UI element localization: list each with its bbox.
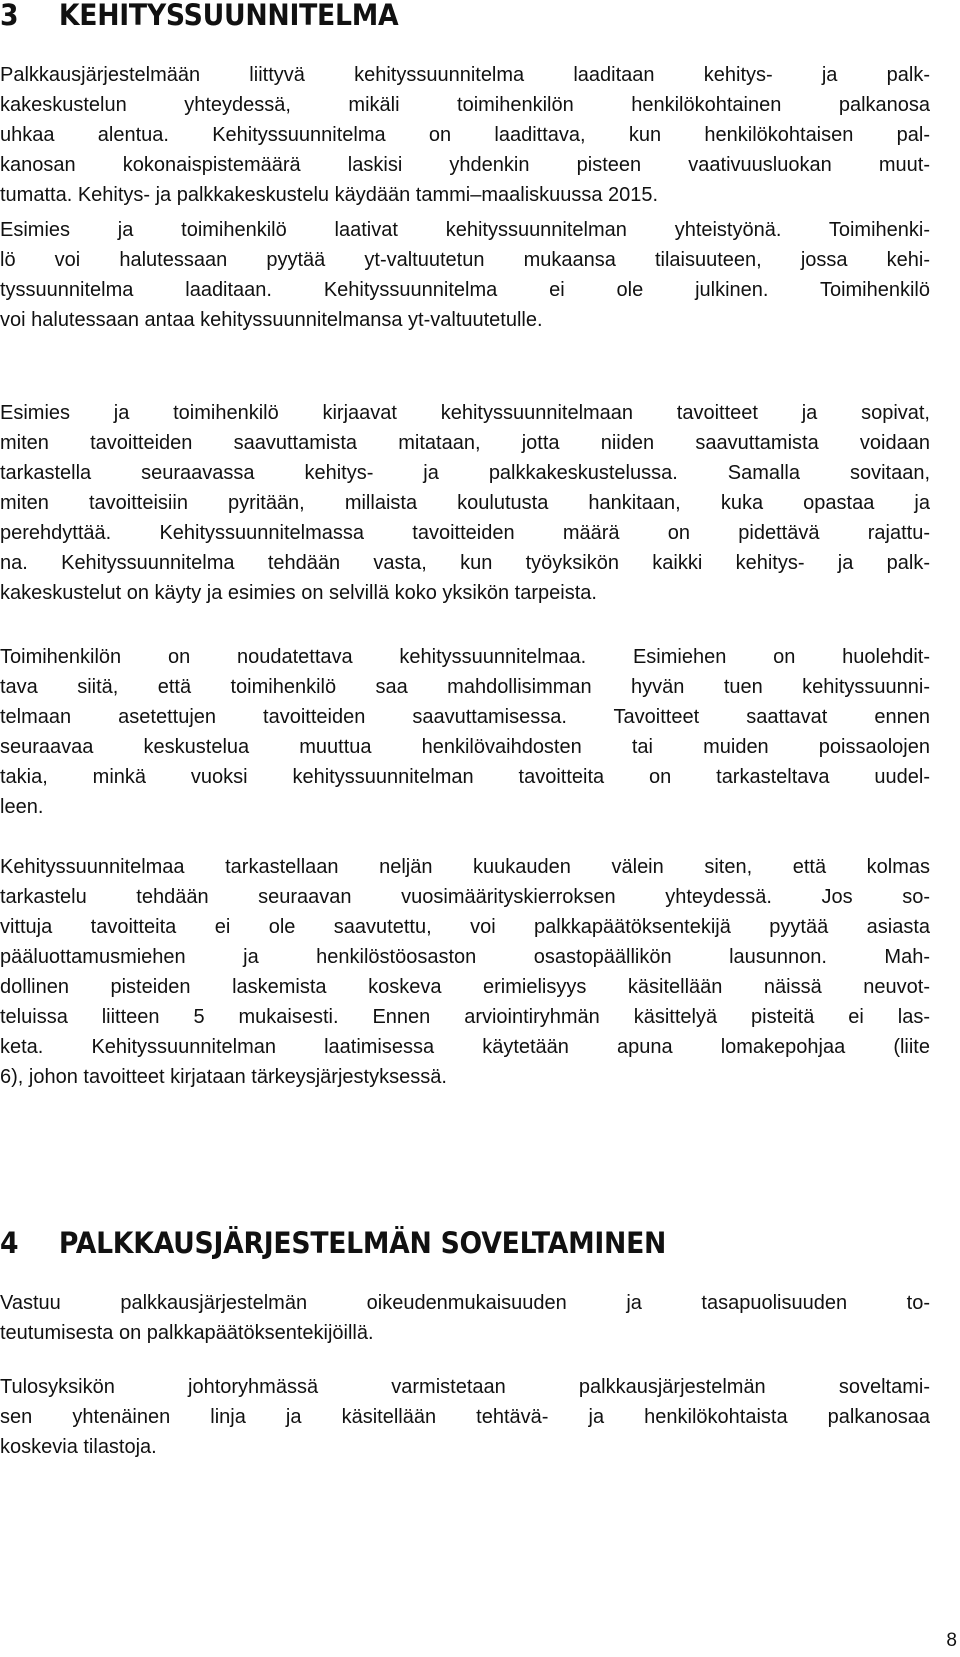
section-4-number: 4 (0, 1226, 19, 1260)
text-line: Tulosyksikön johtoryhmässä varmistetaan palkkausjärjestelmän soveltami- (0, 1376, 930, 1398)
text-line: teutumisesta on palkkapäätöksentekijöillä. (0, 1322, 374, 1344)
text-line: dollinen pisteiden laskemista koskeva erimielisyys käsitellään näissä neuvot- (0, 976, 930, 998)
text-line: vittuja tavoitteita ei ole saavutettu, voi palkkapäätöksentekijä pyytää asiasta (0, 916, 930, 938)
section-3-heading (0, 0, 398, 32)
text-line: seuraavaa keskustelua muuttua henkilövaihdosten tai muiden poissaolojen (0, 736, 930, 758)
text-line: tarkastelu tehdään seuraavan vuosimäärityskierroksen yhteydessä. Jos so- (0, 886, 930, 908)
text-line: voi halutessaan antaa kehityssuunnitelmansa yt-valtuutetulle. (0, 309, 543, 331)
text-line: Esimies ja toimihenkilö laativat kehityssuunnitelman yhteistyönä. Toimihenki- (0, 219, 930, 241)
text-line: miten tavoitteiden saavuttamista mitataan, jotta niiden saavuttamista voidaan (0, 432, 930, 454)
text-line: perehdyttää. Kehityssuunnitelmassa tavoitteiden määrä on pidettävä rajattu- (0, 522, 930, 544)
section-3-paragraph-4 (0, 642, 930, 822)
text-line: Vastuu palkkausjärjestelmän oikeudenmukaisuuden ja tasapuolisuuden to- (0, 1292, 930, 1314)
text-line: leen. (0, 796, 44, 818)
text-line: kakeskustelut on käyty ja esimies on selvillä koko yksikön tarpeista. (0, 582, 597, 604)
text-line: sen yhtenäinen linja ja käsitellään tehtävä- ja henkilökohtaista palkanosaa (0, 1406, 930, 1428)
text-line: 6), johon tavoitteet kirjataan tärkeysjärjestyksessä. (0, 1066, 447, 1088)
text-line: Esimies ja toimihenkilö kirjaavat kehityssuunnitelmaan tavoitteet ja sopivat, (0, 402, 930, 424)
section-4-heading (0, 1226, 666, 1260)
text-line: keta. Kehityssuunnitelman laatimisessa käytetään apuna lomakepohjaa (liite (0, 1036, 930, 1058)
page-number: 8 (946, 1630, 957, 1651)
section-3-paragraph-1 (0, 60, 930, 210)
text-line: teluissa liitteen 5 mukaisesti. Ennen arviointiryhmän käsittelyä pisteitä ei las- (0, 1006, 930, 1028)
section-3-paragraph-2 (0, 215, 930, 335)
text-line: uhkaa alentua. Kehityssuunnitelma on laadittava, kun henkilökohtaisen pal- (0, 124, 930, 146)
text-line: tumatta. Kehitys- ja palkkakeskustelu käydään tammi–maaliskuussa 2015. (0, 184, 659, 206)
text-line: tarkastella seuraavassa kehitys- ja palkkakeskustelussa. Samalla sovitaan, (0, 462, 930, 484)
section-3-paragraph-3 (0, 398, 930, 608)
section-3-number: 3 (0, 0, 19, 32)
section-4-paragraph-2 (0, 1372, 930, 1462)
text-line: na. Kehityssuunnitelma tehdään vasta, kun työyksikön kaikki kehitys- ja palk- (0, 552, 930, 574)
section-4-paragraph-1 (0, 1288, 930, 1348)
text-line: telmaan asetettujen tavoitteiden saavuttamisessa. Tavoitteet saattavat ennen (0, 706, 930, 728)
section-3-paragraph-5 (0, 852, 930, 1092)
section-4-title: PALKKAUSJÄRJESTELMÄN SOVELTAMINEN (58, 1226, 667, 1260)
text-line: Palkkausjärjestelmään liittyvä kehityssuunnitelma laaditaan kehitys- ja palk- (0, 64, 930, 86)
text-line: tava siitä, että toimihenkilö saa mahdollisimman hyvän tuen kehityssuunni- (0, 676, 930, 698)
text-line: tyssuunnitelma laaditaan. Kehityssuunnitelma ei ole julkinen. Toimihenkilö (0, 279, 930, 301)
text-line: kanosan kokonaispistemäärä laskisi yhdenkin pisteen vaativuusluokan muut- (0, 154, 930, 176)
text-line: pääluottamusmiehen ja henkilöstöosaston osastopäällikön lausunnon. Mah- (0, 946, 930, 968)
text-line: lö voi halutessaan pyytää yt-valtuutetun mukaansa tilaisuuteen, jossa kehi- (0, 249, 930, 271)
text-line: takia, minkä vuoksi kehityssuunnitelman tavoitteita on tarkasteltava uudel- (0, 766, 930, 788)
text-line: Toimihenkilön on noudatettava kehityssuunnitelmaa. Esimiehen on huolehdit- (0, 646, 930, 668)
text-line: kakeskustelun yhteydessä, mikäli toimihenkilön henkilökohtainen palkanosa (0, 94, 930, 116)
text-line: Kehityssuunnitelmaa tarkastellaan neljän kuukauden välein siten, että kolmas (0, 856, 930, 878)
text-line: miten tavoitteisiin pyritään, millaista koulutusta hankitaan, kuka opastaa ja (0, 492, 930, 514)
text-line: koskevia tilastoja. (0, 1436, 157, 1458)
section-3-title: KEHITYSSUUNNITELMA (58, 0, 399, 32)
